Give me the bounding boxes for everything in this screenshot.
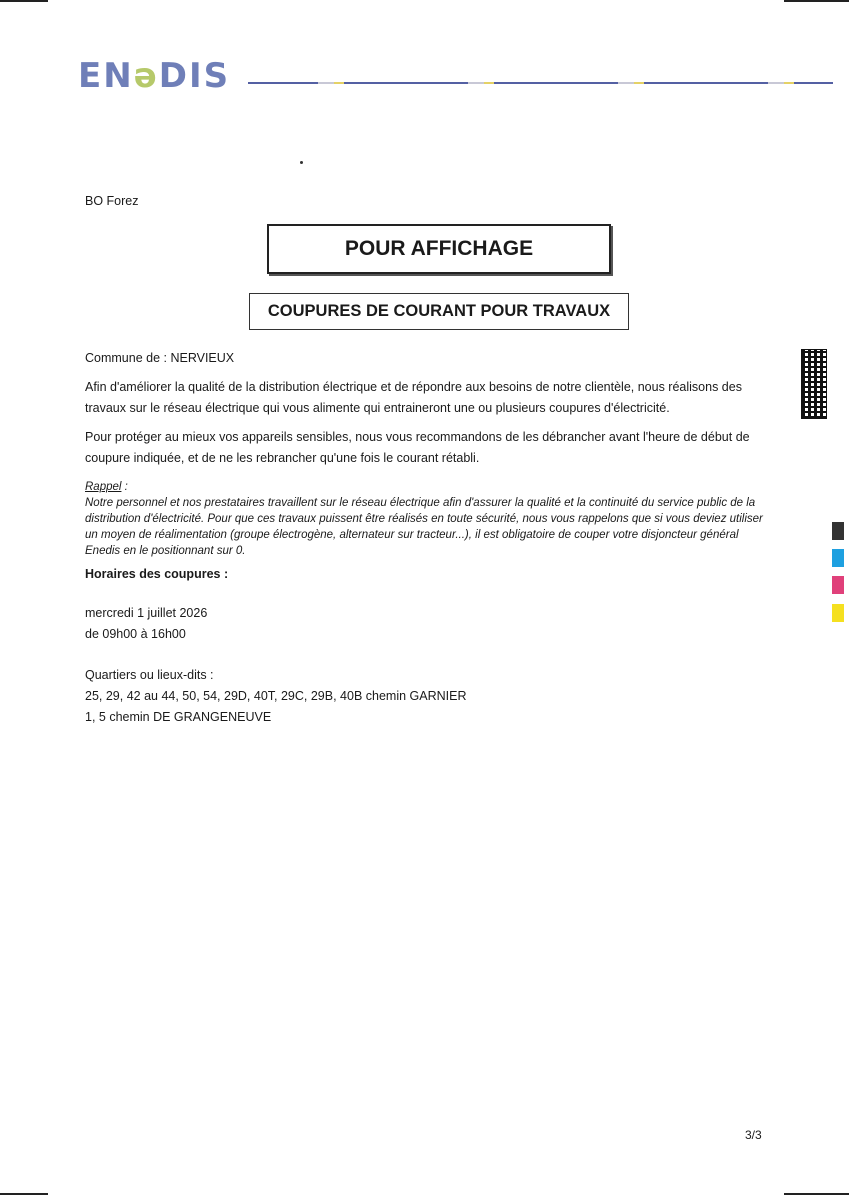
color-swatch-black bbox=[832, 522, 844, 540]
advice-paragraph: Pour protéger au mieux vos appareils sensibles, nous vous recommandons de les débrancher avant l'heure de début de coupure indiquée, et de ne les rebrancher qu'une fois le courant rétabli. bbox=[85, 430, 750, 465]
datamatrix-code bbox=[801, 349, 827, 419]
crop-mark bbox=[784, 1193, 849, 1195]
page-subtitle: COUPURES DE COURANT POUR TRAVAUX bbox=[249, 293, 629, 330]
locations-heading: Quartiers ou lieux-dits : bbox=[85, 668, 214, 682]
rappel-text: Notre personnel et nos prestataires travaillent sur le réseau électrique afin d'assurer la qualité et la continuité du service public de la distribution d'électricité. Pour que ces travaux puissent être réalisés en toute sécurité, nous vous rappelons que si vous deviez utiliser un moyen de réalimentation (groupe électrogène, alternateur sur tracteur...), il est obligatoire de couper votre disjoncteur général Enedis en le positionnant sur 0. bbox=[85, 497, 763, 557]
color-swatch-magenta bbox=[832, 576, 844, 594]
outage-hours: de 09h00 à 16h00 bbox=[85, 627, 186, 641]
header-rule bbox=[248, 82, 833, 84]
sender-label: BO Forez bbox=[85, 194, 139, 208]
crop-mark bbox=[0, 1193, 48, 1195]
schedule-heading: Horaires des coupures : bbox=[85, 567, 229, 581]
rappel-label: Rappel bbox=[85, 481, 122, 493]
color-swatch-yellow bbox=[832, 604, 844, 622]
color-swatch-cyan bbox=[832, 549, 844, 567]
page-title: POUR AFFICHAGE bbox=[267, 224, 611, 274]
crop-mark bbox=[784, 0, 849, 2]
commune-label: Commune de : NERVIEUX bbox=[85, 351, 235, 365]
location-item: 1, 5 chemin DE GRANGENEUVE bbox=[85, 710, 272, 724]
enedis-logo: ENəDIS bbox=[78, 56, 231, 96]
intro-paragraph: Afin d'améliorer la qualité de la distribution électrique et de répondre aux besoins de notre clientèle, nous réalisons des travaux sur le réseau électrique qui vous alimente qui entraineront une ou plusieurs coupures d'électricité. bbox=[85, 380, 742, 415]
crop-mark bbox=[0, 0, 48, 2]
location-item: 25, 29, 42 au 44, 50, 54, 29D, 40T, 29C, 29B, 40B chemin GARNIER bbox=[85, 689, 467, 703]
page-number: 3/3 bbox=[745, 1128, 762, 1142]
scan-speck bbox=[300, 161, 303, 164]
outage-date: mercredi 1 juillet 2026 bbox=[85, 606, 208, 620]
rappel-block: Rappel : Notre personnel et nos prestataires travaillent sur le réseau électrique afin d'assurer la qualité et la continuité du service public de la distribution d'électricité. Pour que ces travaux puissent être réalisés en toute sécurité, nous vous rappelons que si vous deviez utiliser un moyen de réalimentation (groupe électrogène, alternateur sur tracteur...), il est obligatoire de couper votre disjoncteur général Enedis en le positionnant sur 0. bbox=[85, 481, 763, 557]
